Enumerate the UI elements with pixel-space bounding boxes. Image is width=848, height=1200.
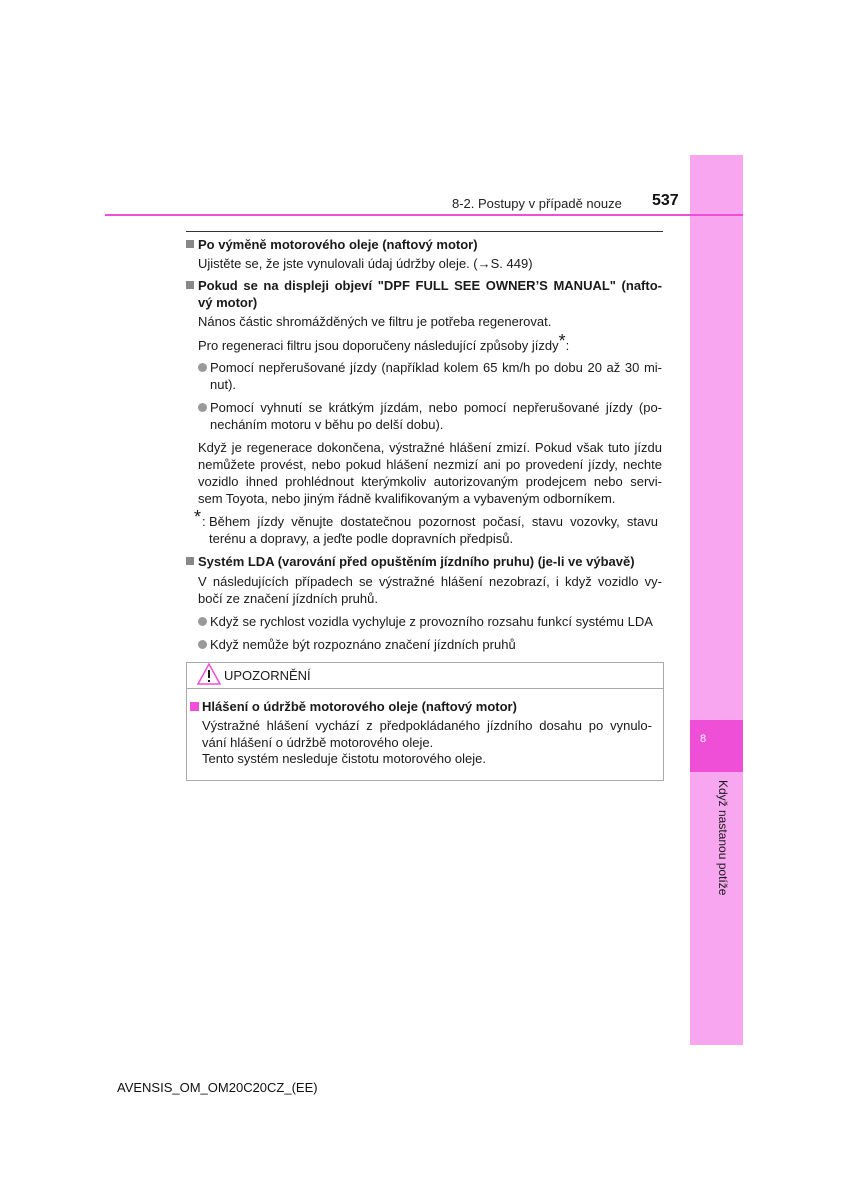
side-chapter-tab: [690, 155, 743, 1045]
note-colon: :: [202, 514, 206, 529]
document-code: AVENSIS_OM_OM20C20CZ_(EE): [117, 1080, 318, 1095]
square-bullet-icon: [186, 240, 194, 248]
asterisk-mark: *: [194, 507, 202, 527]
pink-square-bullet-icon: [190, 702, 199, 711]
section-heading-cont: vý motor): [198, 295, 258, 310]
chapter-label: Když nastanou potíže: [716, 780, 730, 896]
paragraph: Nános částic shromážděných ve filtru je potřeba regenerovat.: [198, 314, 552, 329]
circle-bullet-icon: [198, 363, 207, 372]
content-top-rule: [186, 231, 663, 232]
section-heading: Systém LDA (varování před opuštěním jízdního pruhu) (je-li ve výbavě): [198, 554, 635, 569]
paragraph: sem Toyota, nebo jiným řádně kvalifikovaným a vybaveným odborníkem.: [198, 491, 616, 506]
caution-text: Tento systém nesleduje čistotu motorového oleje.: [202, 751, 486, 766]
list-item: Pomocí vyhnutí se krátkým jízdám, nebo pomocí nepřerušované jízdy (po-: [210, 400, 662, 415]
arrow-right-icon: →: [477, 256, 491, 271]
list-item-cont: nut).: [210, 377, 237, 392]
list-item: Pomocí nepřerušované jízdy (například kolem 65 km/h po dobu 20 až 30 mi-: [210, 360, 662, 375]
caution-header: UPOZORNĚNÍ: [224, 668, 311, 683]
square-bullet-icon: [186, 281, 194, 289]
chapter-number-box: [690, 720, 743, 772]
chapter-number: 8: [700, 733, 707, 745]
section-title: 8-2. Postupy v případě nouze: [452, 196, 622, 211]
paragraph: Ujistěte se, že jste vynulovali údaj údržby oleje. (→S. 449): [198, 256, 533, 271]
section-heading: Pokud se na displeji objeví "DPF FULL SEE OWNER’S MANUAL" (nafto-: [198, 278, 662, 293]
list-item: Když se rychlost vozidla vychyluje z provozního rozsahu funkcí systému LDA: [210, 614, 653, 629]
paragraph: nemůžete provést, nebo pokud hlášení nezmizí ani po provedení jízdy, nechte: [198, 457, 662, 472]
section-heading: Po výměně motorového oleje (naftový motor): [198, 237, 478, 252]
paragraph: bočí ze značení jízdních pruhů.: [198, 591, 378, 606]
list-item-cont: necháním motoru v běhu po delší dobu).: [210, 417, 444, 432]
square-bullet-icon: [186, 557, 194, 565]
paragraph: V následujících případech se výstražné hlášení nezobrazí, i když vozidlo vy-: [198, 574, 662, 589]
caution-text: Výstražné hlášení vychází z předpokládaného jízdního dosahu po vynulo-: [202, 718, 652, 733]
circle-bullet-icon: [198, 617, 207, 626]
asterisk-mark: *: [558, 331, 566, 351]
footnote-cont: terénu a dopravy, a jeďte podle dopravních předpisů.: [209, 531, 514, 546]
circle-bullet-icon: [198, 403, 207, 412]
footnote: Během jízdy věnujte dostatečnou pozornost počasí, stavu vozovky, stavu: [209, 514, 658, 529]
caution-divider: [186, 688, 663, 689]
caution-text: vání hlášení o údržbě motorového oleje.: [202, 735, 434, 750]
warning-triangle-icon: [197, 663, 221, 685]
caution-title: Hlášení o údržbě motorového oleje (naftový motor): [202, 699, 517, 714]
page-number: 537: [652, 192, 679, 209]
list-item: Když nemůže být rozpoznáno značení jízdních pruhů: [210, 637, 516, 652]
header-divider: [105, 214, 743, 216]
circle-bullet-icon: [198, 640, 207, 649]
paragraph: Pro regeneraci filtru jsou doporučeny následující způsoby jízdy*:: [198, 331, 570, 353]
paragraph: vozidlo ihned prohlédnout kterýmkoliv autorizovaným prodejcem nebo servi-: [198, 474, 662, 489]
paragraph: Když je regenerace dokončena, výstražné hlášení zmizí. Pokud však tuto jízdu: [198, 440, 662, 455]
